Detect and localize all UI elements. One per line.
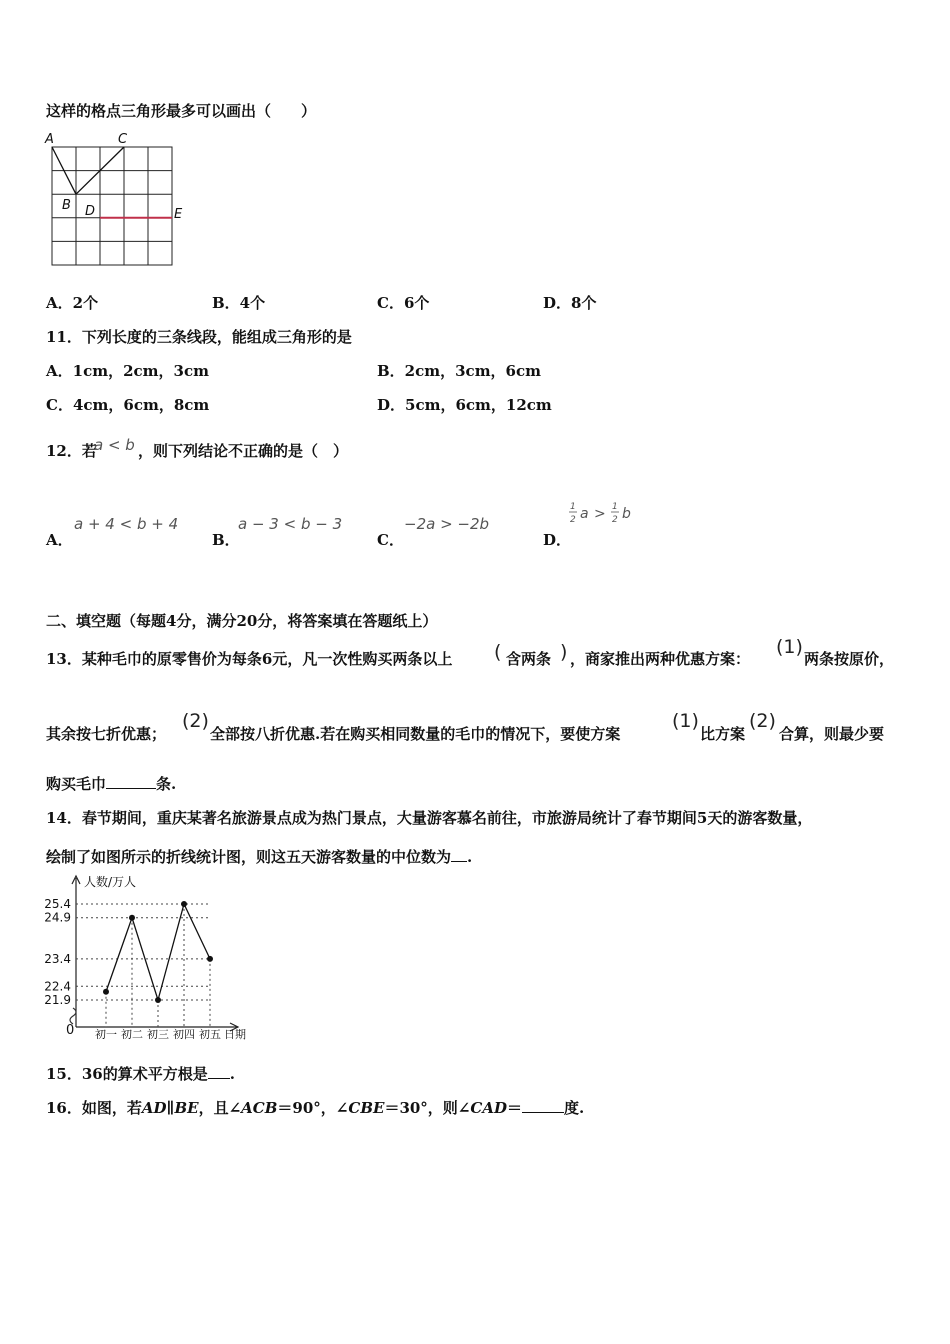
data-point	[155, 997, 161, 1003]
q14-line2	[46, 846, 472, 867]
data-point	[207, 956, 213, 962]
label-D: D	[85, 204, 96, 219]
grid-figure	[42, 128, 202, 273]
q12-formula-c: −2a > −2b	[404, 515, 490, 533]
q13-line2-d: 合算，则最少要	[779, 725, 885, 743]
label-A: A	[45, 132, 54, 147]
x-tick-label: 初二	[121, 1028, 143, 1041]
q12-label-c: C．	[377, 531, 404, 549]
line-chart	[40, 870, 255, 1045]
x-tick-label: 初五	[199, 1028, 221, 1041]
label-B: B	[62, 198, 71, 213]
q15-answer-blank[interactable]	[208, 1063, 230, 1079]
q13-line1-b: 含两条	[506, 650, 552, 668]
y-axis-title: 人数/万人	[84, 875, 137, 889]
q15-line	[46, 1063, 235, 1084]
q12-stem-pre: 12．若	[46, 442, 97, 460]
q14-answer-blank[interactable]	[451, 846, 467, 862]
q16-mid1: ，且∠	[198, 1099, 242, 1117]
q14-line1: 14．春节期间，重庆某著名旅游景点成为热门景点，大量游客慕名前往，市旅游局统计了春节期间5天的游客数量，	[46, 809, 813, 827]
q10-option-d: D．8个	[543, 294, 597, 312]
origin-label: 0	[66, 1023, 75, 1038]
q16-ad-be: AD∥BE	[141, 1099, 199, 1117]
q12-formula-a: a + 4 < b + 4	[74, 515, 179, 533]
gt-sign: >	[594, 506, 606, 522]
frac2-den: 2	[612, 515, 618, 525]
q13-line3	[46, 773, 176, 794]
q13-line1-a: 13．某种毛巾的原零售价为每条6元，凡一次性购买两条以上	[46, 650, 453, 668]
data-point	[103, 989, 109, 995]
q13-line1-d: 两条按原价，	[804, 650, 895, 668]
q10-option-b: B．4个	[212, 294, 266, 312]
q13-line2-a: 其余按七折优惠；	[46, 725, 167, 743]
q13-line3-b: 条.	[156, 775, 177, 793]
frac1-den: 2	[570, 515, 576, 525]
section-title: 二、填空题（每题4分，满分20分，将答案填在答题纸上）	[46, 612, 438, 630]
q12-label-d: D．	[543, 531, 572, 549]
y-tick-label: 25.4	[44, 897, 71, 911]
q10-option-c: C．6个	[377, 294, 430, 312]
q16-mid4: ＝	[506, 1099, 522, 1117]
y-tick-label: 21.9	[44, 993, 71, 1007]
q11-stem: 11．下列长度的三条线段，能组成三角形的是	[46, 328, 352, 346]
x-tick-label: 初三	[147, 1028, 169, 1041]
y-tick-label: 23.4	[44, 951, 71, 966]
q13-line2-c: 比方案	[700, 725, 746, 743]
label-C: C	[118, 132, 128, 147]
q11-option-c: C．4cm，6cm，8cm	[46, 396, 210, 414]
q12-label-a: A．	[46, 531, 73, 549]
q11-option-a: A．1cm，2cm，3cm	[46, 362, 209, 380]
q15-end: .	[229, 1065, 235, 1083]
series-line	[106, 904, 210, 1000]
q10-stem: 这样的格点三角形最多可以画出（ ）	[46, 102, 317, 120]
q16-pre: 16．如图，若	[46, 1099, 142, 1117]
q16-acb: ACB	[241, 1099, 278, 1117]
q12-condition: a < b	[94, 436, 135, 454]
q16-mid2: ＝90°，∠	[277, 1099, 349, 1117]
data-point	[129, 915, 135, 921]
frac2-num: 1	[612, 502, 618, 512]
q13-line1-c: ，商家推出两种优惠方案：	[570, 650, 751, 668]
label-E: E	[174, 207, 183, 222]
var-a: a	[580, 506, 589, 522]
frac1-num: 1	[570, 502, 576, 512]
q16-end: 度.	[564, 1099, 585, 1117]
q13-paren-open: (	[494, 641, 502, 663]
data-point	[181, 901, 187, 907]
q10-option-a: A．2个	[46, 294, 99, 312]
x-tick-label: 初四	[173, 1028, 195, 1041]
q15-text: 15．36的算术平方根是	[46, 1065, 208, 1083]
q16-line	[46, 1097, 584, 1118]
var-b: b	[622, 506, 631, 522]
q16-mid3: ＝30°，则∠	[384, 1099, 471, 1117]
q13-plan1-mark: (1)	[776, 636, 803, 658]
q13-plan2-ref: (2)	[749, 710, 776, 732]
q12-label-b: B．	[212, 531, 240, 549]
q16-cbe: CBE	[348, 1099, 385, 1117]
q13-line3-a: 购买毛巾	[46, 775, 107, 793]
q14-line2-text: 绘制了如图所示的折线统计图，则这五天游客数量的中位数为	[46, 848, 452, 866]
q13-line2-b: 全部按八折优惠.若在购买相同数量的毛巾的情况下，要使方案	[210, 725, 621, 743]
y-tick-label: 24.9	[44, 910, 71, 925]
q16-cad: CAD	[470, 1099, 507, 1117]
q14-line2-end: .	[467, 848, 473, 866]
x-tick-label: 初一	[95, 1028, 117, 1041]
q16-answer-blank[interactable]	[522, 1097, 564, 1113]
q13-answer-blank[interactable]	[106, 773, 156, 789]
q12-stem-post: ，则下列结论不正确的是（ ）	[138, 442, 349, 460]
q11-option-d: D．5cm，6cm，12cm	[377, 396, 552, 414]
q12-formula-b: a − 3 < b − 3	[238, 515, 343, 533]
q13-plan1-ref: (1)	[672, 710, 699, 732]
q11-option-b: B．2cm，3cm，6cm	[377, 362, 542, 380]
q12-formula-d	[566, 500, 636, 532]
x-axis-title: 日期	[224, 1028, 246, 1041]
y-tick-label: 22.4	[44, 979, 71, 994]
q13-paren-close: )	[560, 641, 568, 663]
q13-plan2-mark: (2)	[182, 710, 209, 732]
